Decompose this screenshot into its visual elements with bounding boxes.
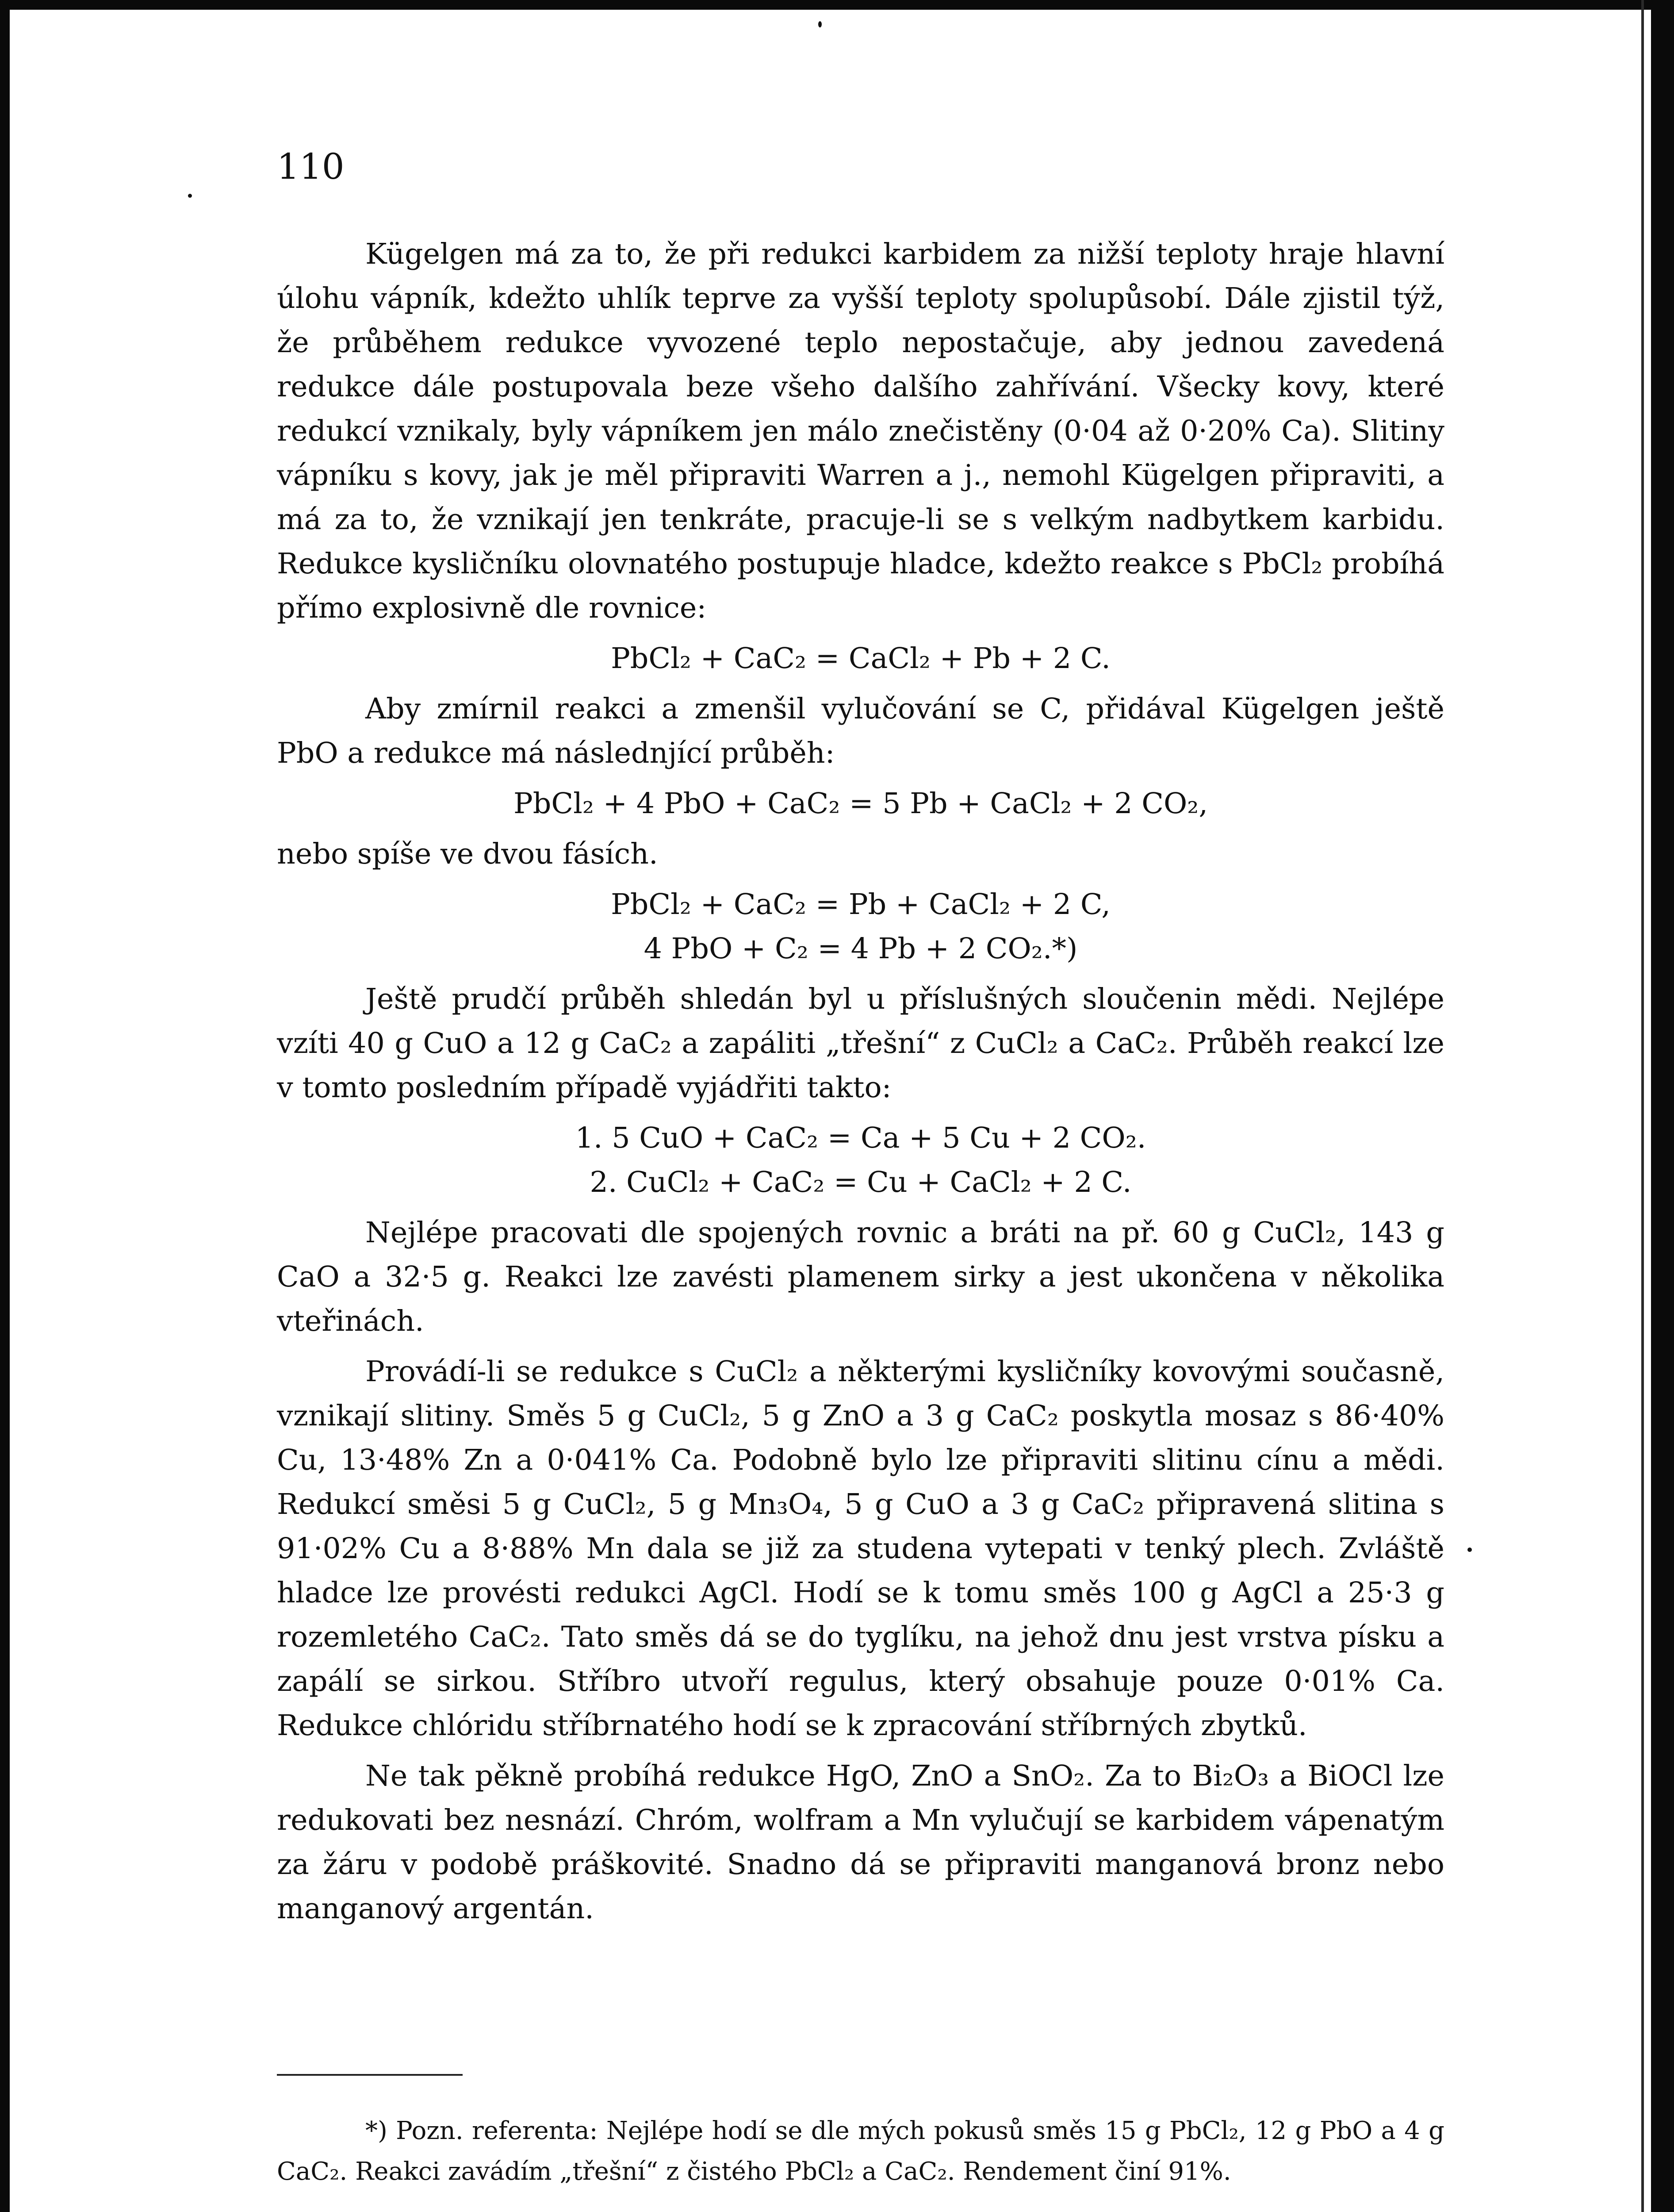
footnote: *) Pozn. referenta: Nejlépe hodí se dle mých pokusů směs 15 g PbCl₂, 12 g PbO a 4 g CaC₂. Reakci zavádím „třešní“ z čistého PbCl₂ a CaC₂. Rendement činí 91%. [277, 2116, 1444, 2186]
equation-2: PbCl₂ + 4 PbO + CaC₂ = 5 Pb + CaCl₂ + 2 CO₂, [513, 787, 1208, 820]
equation-3: PbCl₂ + CaC₂ = Pb + CaCl₂ + 2 C, [611, 888, 1111, 921]
scan-edge-line [1641, 0, 1644, 2212]
equation-6: 2. CuCl₂ + CaC₂ = Cu + CaCl₂ + 2 C. [590, 1166, 1132, 1199]
equation-5: 1. 5 CuO + CaC₂ = Ca + 5 Cu + 2 CO₂. [575, 1121, 1146, 1155]
paragraph-2: Aby zmírnil reakci a zmenšil vylučování se C, přidával Kügelgen ještě PbO a redukce má následnjící průběh: [277, 692, 1444, 770]
scan-border-top [0, 0, 1674, 10]
page-number: 110 [277, 146, 345, 187]
scan-border-left [0, 0, 10, 2212]
scan-border-right [1651, 0, 1674, 2212]
scan-speck [188, 194, 192, 198]
scan-speck [1467, 1548, 1472, 1552]
paragraph-7: Ne tak pěkně probíhá redukce HgO, ZnO a SnO₂. Za to Bi₂O₃ a BiOCl lze redukovati bez nesnází. Chróm, wolfram a Mn vylučují se karbidem vápenatým za žáru v podobě práškovité. Snadno dá se připraviti manganová bronz nebo manganový argentán. [277, 1759, 1444, 1925]
footnote-divider [277, 2074, 463, 2076]
page-body [277, 232, 1444, 1931]
paragraph-5: Nejlépe pracovati dle spojených rovnic a bráti na př. 60 g CuCl₂, 143 g CaO a 32·5 g. Reakci lze zavésti plamenem sirky a jest ukončena v několika vteřinách. [277, 1216, 1444, 1338]
paragraph-6: Provádí-li se redukce s CuCl₂ a některými kysličníky kovovými současně, vznikají slitiny. Směs 5 g CuCl₂, 5 g ZnO a 3 g CaC₂ poskytla mosaz s 86·40% Cu, 13·48% Zn a 0·041% Ca. Podobně bylo lze připraviti slitinu cínu a mědi. Redukcí směsi 5 g CuCl₂, 5 g Mn₃O₄, 5 g CuO a 3 g CaC₂ připravená slitina s 91·02% Cu a 8·88% Mn dala se již za studena vytepati v tenký plech. Zvláště hladce lze provésti redukci AgCl. Hodí se k tomu směs 100 g AgCl a 25·3 g rozemletého CaC₂. Tato směs dá se do tyglíku, na jehož dnu jest vrstva písku a zapálí se sirkou. Stříbro utvoří regulus, který obsahuje pouze 0·01% Ca. Redukce chlóridu stříbrnatého hodí se k zpracování stříbrných zbytků. [277, 1355, 1444, 1742]
equation-4: 4 PbO + C₂ = 4 Pb + 2 CO₂.*) [644, 932, 1078, 965]
paragraph-1: Kügelgen má za to, že při redukci karbidem za nižší teploty hraje hlavní úlohu vápník, kdežto uhlík teprve za vyšší teploty spolupůsobí. Dále zjistil týž, že průběhem redukce vyvozené teplo nepostačuje, aby jednou zavedená redukce dále postupovala beze všeho dalšího zahřívání. Všecky kovy, které redukcí vznikaly, byly vápníkem jen málo znečistěny (0·04 až 0·20% Ca). Slitiny vápníku s kovy, jak je měl připraviti Warren a j., nemohl Kügelgen připraviti, a má za to, že vznikají jen tenkráte, pracuje-li se s velkým nadbytkem karbidu. Redukce kysličníku olovnatého postupuje hladce, kdežto reakce s PbCl₂ probíhá přímo explosivně dle rovnice: [277, 238, 1444, 625]
paragraph-3: nebo spíše ve dvou fásích. [277, 837, 658, 871]
scan-speck [818, 21, 822, 27]
equation-1: PbCl₂ + CaC₂ = CaCl₂ + Pb + 2 C. [611, 642, 1111, 675]
paragraph-4: Ještě prudčí průběh shledán byl u příslušných sloučenin mědi. Nejlépe vzíti 40 g CuO a 12 g CaC₂ a zapáliti „třešní“ z CuCl₂ a CaC₂. Průběh reakcí lze v tomto posledním případě vyjádřiti takto: [277, 983, 1444, 1104]
